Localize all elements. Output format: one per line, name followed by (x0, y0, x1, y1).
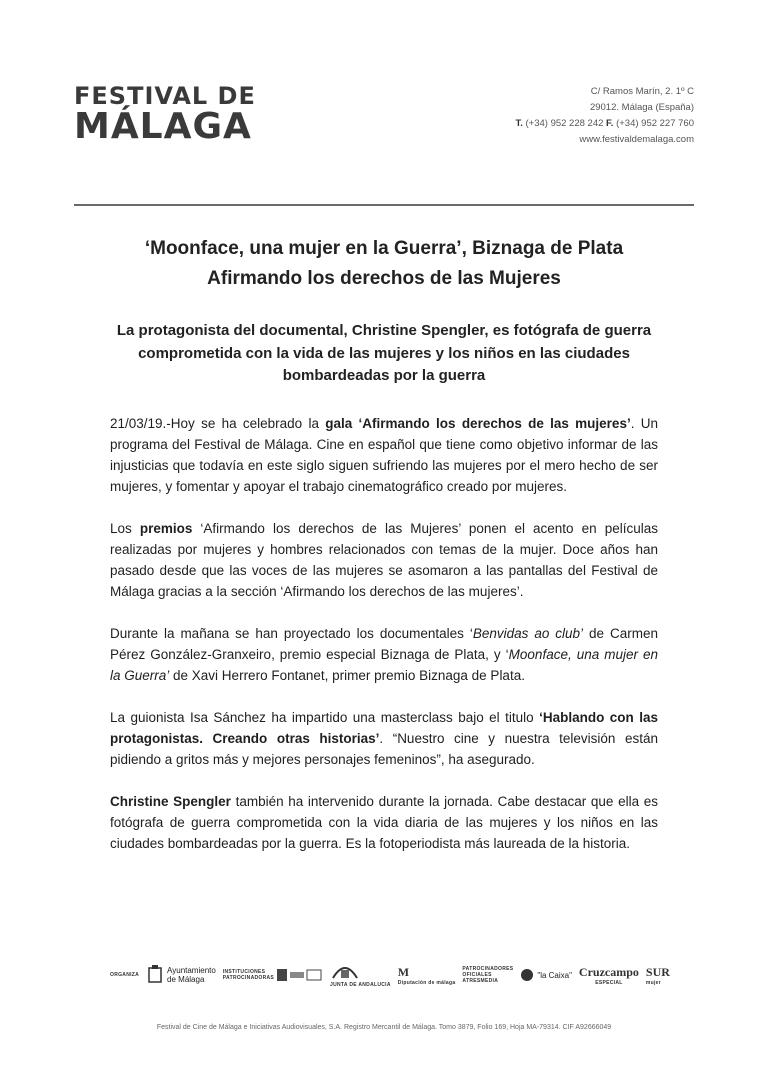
patrocinadores-line-1: PATROCINADORES (462, 966, 514, 972)
p5-bold: Christine Spengler (110, 794, 231, 809)
ministerio-logo-icon (277, 967, 323, 983)
article-body (110, 413, 658, 875)
title-line-2: Afirmando los derechos de las Mujeres (207, 268, 561, 289)
p2-bold: premios (139, 521, 193, 536)
paragraph-4 (110, 707, 658, 770)
cruzcampo-line-1: Cruzcampo (578, 964, 639, 979)
cruzcampo-line-2: ESPECIAL (595, 979, 623, 986)
p4-bold: ‘Hablando con las protagonistas. Creando otras historias’ (110, 710, 658, 746)
sur-line-2: mujer (645, 979, 662, 986)
ayuntamiento-crest-icon (146, 964, 164, 986)
sponsor-organiza (110, 972, 139, 978)
phone-t: (+34) 952 228 242 (525, 118, 604, 129)
lacaixa-star-icon (520, 968, 534, 982)
diputacion-monogram-icon: M (397, 964, 410, 979)
subtitle: La protagonista del documental, Christine Spengler, es fotógrafa de guerra comprometida con la vida de las mujeres y los niños en las ciudades bombardeadas por la guerra (116, 322, 652, 384)
page-title (74, 234, 694, 294)
address-line-1: C/ Ramos Marín, 2. 1º C (590, 86, 694, 97)
header-divider (74, 204, 694, 206)
lacaixa-label: "la Caixa" (537, 970, 572, 980)
sponsor-junta (330, 962, 391, 988)
instituciones-line-1: INSTITUCIONES (222, 969, 266, 975)
p3-italic-2: Moonface, una mujer en la Guerra’ (110, 647, 658, 683)
junta-andalucia-icon (330, 962, 360, 980)
ayto-line-1: Ayuntamiento (167, 966, 216, 975)
sponsor-instituciones (223, 967, 323, 983)
sponsor-sur (646, 965, 670, 986)
p3-text-e: de Xavi Herrero Fontanet, primer premio Biznaga de Plata. (169, 668, 525, 683)
sponsor-cruzcampo (579, 965, 639, 986)
phone-f-label: F. (606, 118, 614, 129)
sponsor-lacaixa (520, 968, 572, 982)
instituciones-line-2: PATROCINADORAS (222, 975, 275, 981)
p1-text-c: . Un programa del Festival de Málaga. Cine en español que tiene como objetivo informar de las injusticias que todavía en este siglo siguen sufriendo las mujeres por el mero hecho de ser mujeres, y fomentar y apoyar el trabajo cinematográfico creado por mujeres. (110, 416, 658, 494)
sponsor-diputacion (398, 965, 456, 986)
atresmedia-label: ATRESMEDIA (462, 978, 499, 984)
phone-f: (+34) 952 227 760 (616, 118, 694, 129)
sponsor-patrocinadores (462, 966, 513, 984)
paragraph-2 (110, 518, 658, 602)
paragraph-5 (110, 791, 658, 854)
title-line-1: ‘Moonface, una mujer en la Guerra’, Biznaga de Plata (144, 238, 624, 259)
p3-italic-1: Benvidas ao club’ (472, 626, 584, 641)
p2-text-a: Los (110, 521, 140, 536)
phone-line (515, 116, 694, 132)
p4-text-a: La guionista Isa Sánchez ha impartido una masterclass bajo el titulo (110, 710, 540, 725)
p4-text-c: . “Nuestro cine y nuestra televisión están pidiendo a gritos más y mejores personajes femeninos”, ha asegurado. (110, 731, 658, 767)
paragraph-1 (110, 413, 658, 497)
junta-label: JUNTA DE ANDALUCIA (330, 982, 391, 988)
phone-t-label: T. (515, 118, 523, 129)
p1-text-a: 21/03/19.-Hoy se ha celebrado la (110, 416, 326, 431)
sur-line-1: SUR (645, 964, 670, 979)
p3-text-c: de Carmen Pérez González-Granxeiro, premio especial Biznaga de Plata, y ‘ (110, 626, 658, 662)
paragraph-3 (110, 623, 658, 686)
festival-logo (74, 84, 274, 148)
logo-line-2: MÁLAGA (74, 106, 252, 147)
ayto-line-2: de Málaga (167, 975, 205, 984)
sponsor-ayuntamiento (146, 964, 216, 986)
p1-bold: gala ‘Afirmando los derechos de las mujeres’ (325, 416, 631, 431)
sponsor-strip (110, 960, 670, 990)
website-link[interactable]: www.festivaldemalaga.com (579, 134, 694, 145)
organiza-label: ORGANIZA (110, 972, 140, 978)
logo-line-1: FESTIVAL DE (74, 82, 256, 110)
address-line-2: 29012. Málaga (España) (589, 102, 694, 113)
p2-text-c: ‘Afirmando los derechos de las Mujeres’ ponen el acento en películas realizadas por mujeres y hombres relacionados con temas de la mujer. Doce años han pasado desde que las voces de las mujeres se asomaron a las pantallas del Festival de Málaga gracias a la sección ‘Afirmando los derechos de las mujeres’. (110, 521, 658, 599)
p5-text-b: también ha intervenido durante la jornada. Cabe destacar que ella es fotógrafa de guerra comprometida con la vida diaria de las mujeres y los niños en las ciudades bombardeadas por la guerra. Es la fotoperiodista más laureada de la historia. (110, 794, 658, 851)
patrocinadores-line-2: OFICIALES (462, 972, 492, 978)
footer-legal: Festival de Cine de Málaga e Iniciativas Audiovisuales, S.A. Registro Mercantil de Málaga. Tomo 3879, Folio 169, Hoja MA-79314. CIF A92666049 (156, 1024, 612, 1031)
p3-text-a: Durante la mañana se han proyectado los documentales ‘ (110, 626, 473, 641)
diputacion-label: Diputación de málaga (397, 979, 456, 986)
contact-block (515, 84, 694, 148)
